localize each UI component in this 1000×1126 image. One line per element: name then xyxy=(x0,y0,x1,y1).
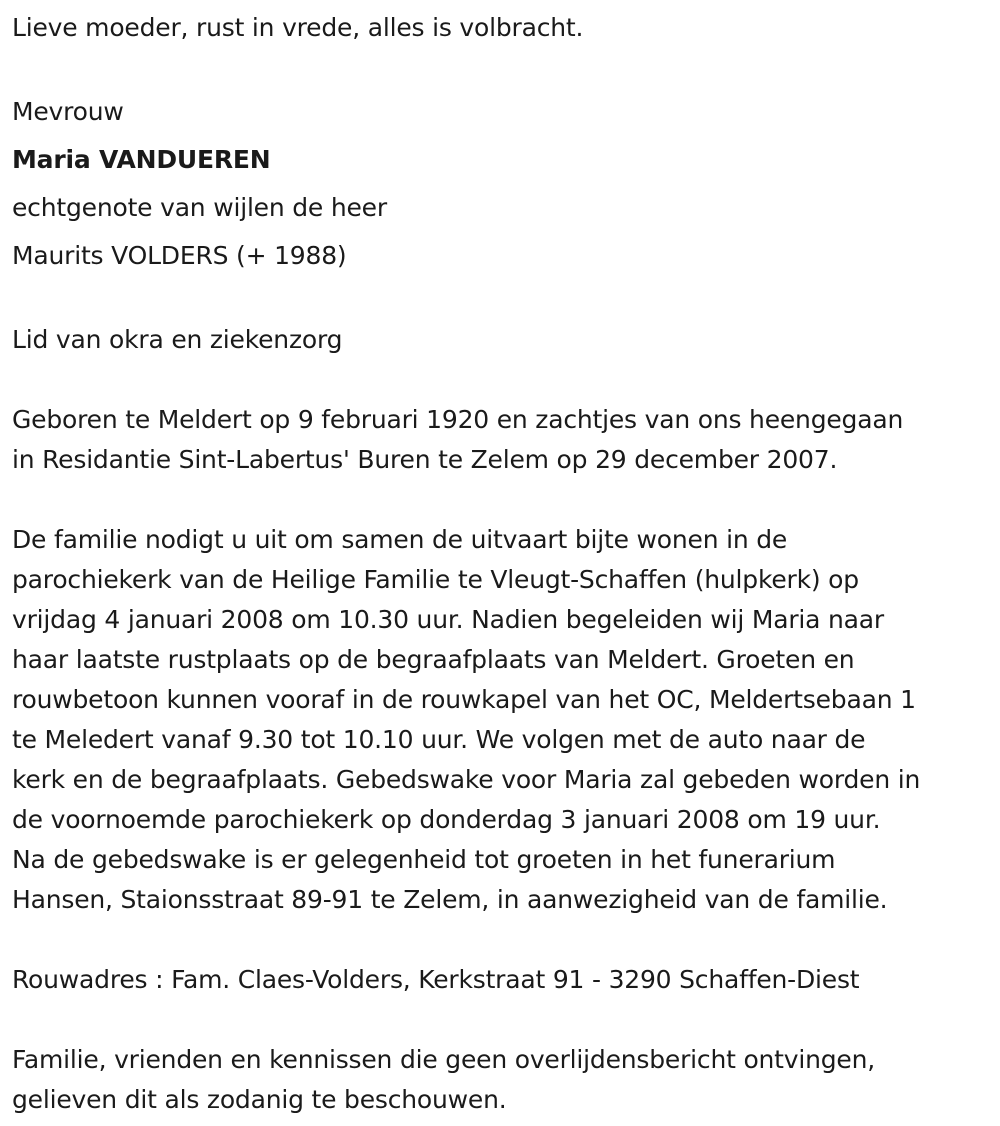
birth-line: Geboren te Meldert op 9 februari 1920 en zachtjes van ons heengegaan xyxy=(12,405,904,434)
spacer xyxy=(12,920,992,960)
funeral-paragraph xyxy=(12,520,992,920)
closing-paragraph xyxy=(12,1040,992,1120)
funeral-line: Hansen, Staionsstraat 89-91 te Zelem, in aanwezigheid van de familie. xyxy=(12,885,888,914)
membership-text: Lid van okra en ziekenzorg xyxy=(12,325,343,354)
funeral-line: haar laatste rustplaats op de begraafplaats van Meldert. Groeten en xyxy=(12,645,855,674)
birth-line: in Residantie Sint-Labertus' Buren te Zelem op 29 december 2007. xyxy=(12,445,838,474)
funeral-line: de voornoemde parochiekerk op donderdag 3 januari 2008 om 19 uur. xyxy=(12,805,881,834)
funeral-line: vrijdag 4 januari 2008 om 10.30 uur. Nadien begeleiden wij Maria naar xyxy=(12,605,884,634)
honorific-title: Mevrouw xyxy=(12,97,124,126)
closing-line: Familie, vrienden en kennissen die geen overlijdensbericht ontvingen, xyxy=(12,1045,876,1074)
spouse-line-2: Maurits VOLDERS (+ 1988) xyxy=(12,241,347,270)
mourning-address: Rouwadres : Fam. Claes-Volders, Kerkstraat 91 - 3290 Schaffen-Diest xyxy=(12,965,860,994)
funeral-line: Na de gebedswake is er gelegenheid tot groeten in het funerarium xyxy=(12,845,836,874)
funeral-line: parochiekerk van de Heilige Familie te Vleugt-Schaffen (hulpkerk) op xyxy=(12,565,859,594)
deceased-block xyxy=(12,88,992,280)
spacer xyxy=(12,480,992,520)
spacer xyxy=(12,280,992,320)
closing-line: gelieven dit als zodanig te beschouwen. xyxy=(12,1085,507,1114)
spouse-line-1: echtgenote van wijlen de heer xyxy=(12,193,387,222)
motto-paragraph xyxy=(12,8,992,48)
membership-paragraph xyxy=(12,320,992,360)
obituary-document xyxy=(12,8,992,1120)
funeral-line: te Meledert vanaf 9.30 tot 10.10 uur. We volgen met de auto naar de xyxy=(12,725,866,754)
motto-text: Lieve moeder, rust in vrede, alles is volbracht. xyxy=(12,13,584,42)
funeral-line: rouwbetoon kunnen vooraf in de rouwkapel van het OC, Meldertsebaan 1 xyxy=(12,685,916,714)
deceased-name: Maria VANDUEREN xyxy=(12,145,271,174)
spacer xyxy=(12,48,992,88)
spacer xyxy=(12,1000,992,1040)
address-paragraph xyxy=(12,960,992,1000)
funeral-line: kerk en de begraafplaats. Gebedswake voor Maria zal gebeden worden in xyxy=(12,765,921,794)
birth-paragraph xyxy=(12,400,992,480)
spacer xyxy=(12,360,992,400)
funeral-line: De familie nodigt u uit om samen de uitvaart bijte wonen in de xyxy=(12,525,788,554)
